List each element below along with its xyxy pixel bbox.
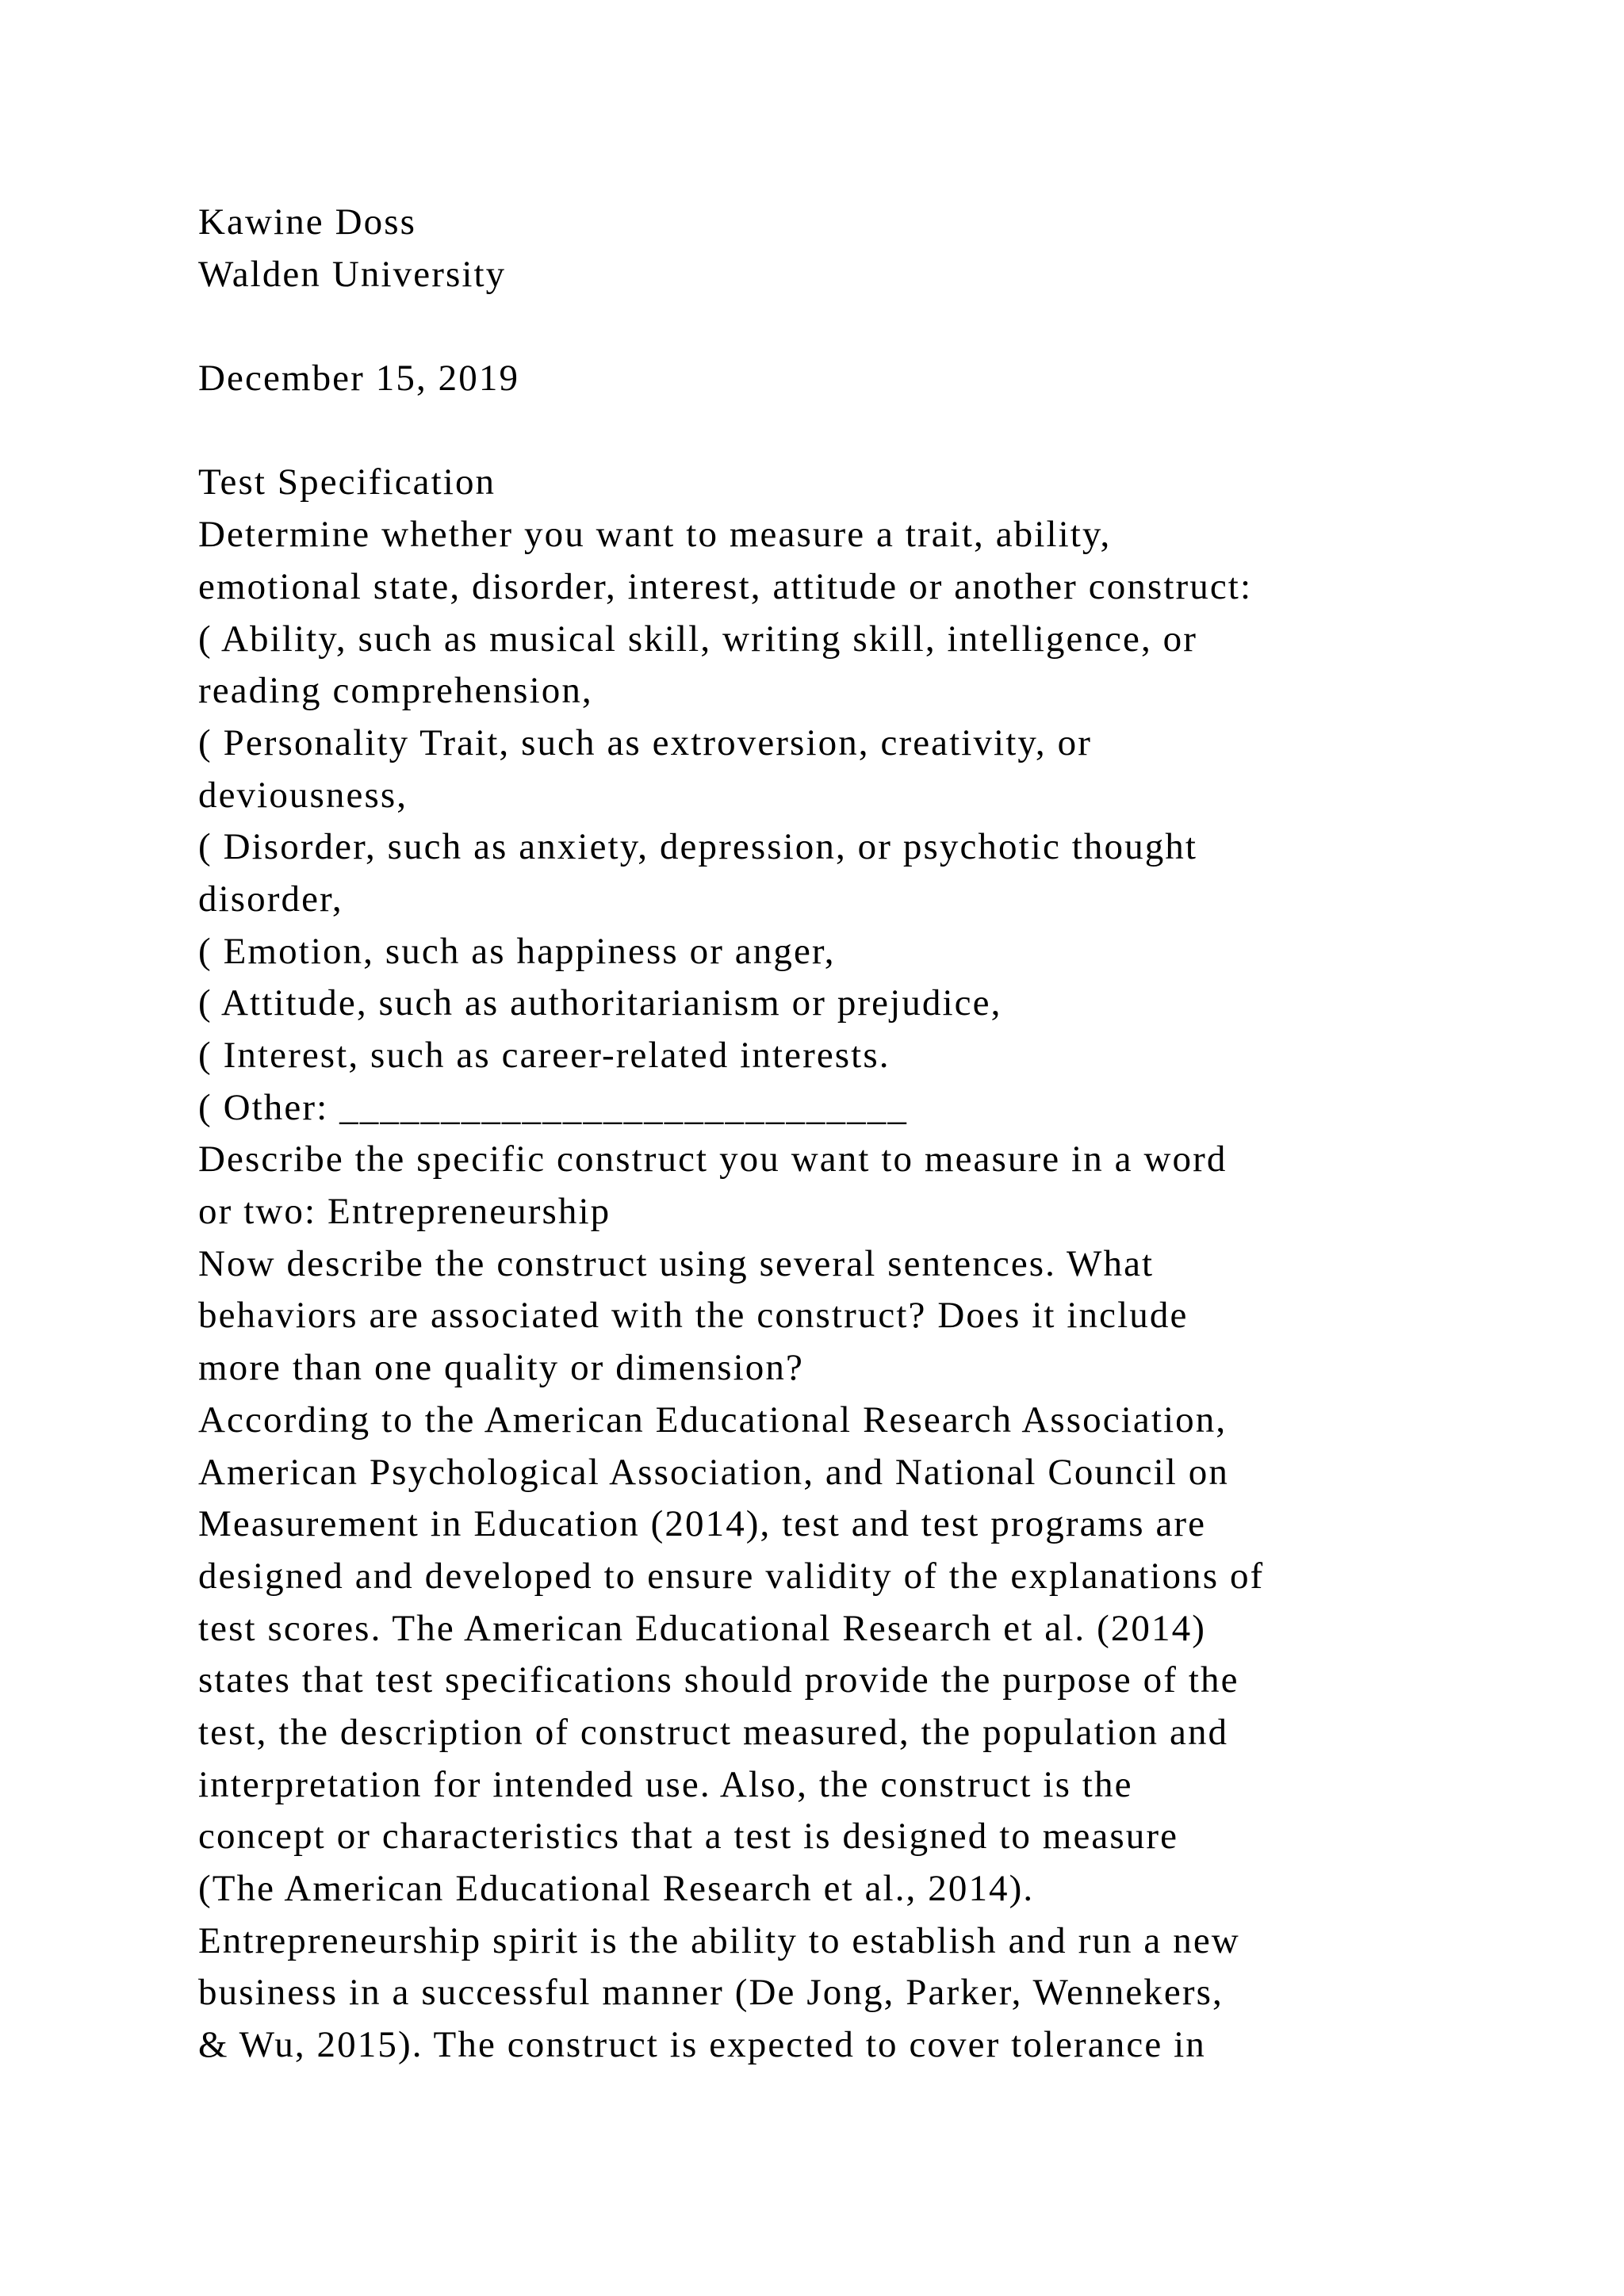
body-line: designed and developed to ensure validity of the explanations of: [198, 1555, 1265, 1597]
body-line: Describe the specific construct you want to measure in a word: [198, 1138, 1228, 1181]
body-line: behaviors are associated with the construct? Does it include: [198, 1295, 1189, 1337]
option-emotion: ( Emotion, such as happiness or anger,: [198, 930, 836, 972]
body-line: & Wu, 2015). The construct is expected to cover tolerance in: [198, 2024, 1206, 2066]
body-line: disorder,: [198, 878, 343, 920]
body-line: Now describe the construct using several sentences. What: [198, 1242, 1155, 1284]
body-line: Determine whether you want to measure a trait, ability,: [198, 514, 1112, 556]
body-line: emotional state, disorder, interest, attitude or another construct:: [198, 565, 1253, 607]
body-line: states that test specifications should provide the purpose of the: [198, 1659, 1239, 1701]
construct-answer: or two: Entrepreneurship: [198, 1191, 611, 1233]
document-title: Test Specification: [198, 461, 496, 503]
body-line: test scores. The American Educational Research et al. (2014): [198, 1607, 1206, 1649]
body-line: concept or characteristics that a test is designed to measure: [198, 1816, 1179, 1858]
body-line: Measurement in Education (2014), test and test programs are: [198, 1503, 1207, 1545]
option-ability: ( Ability, such as musical skill, writing skill, intelligence, or: [198, 618, 1198, 660]
document-date: December 15, 2019: [198, 358, 520, 400]
body-line: reading comprehension,: [198, 670, 593, 712]
body-line: test, the description of construct measured, the population and: [198, 1711, 1229, 1753]
body-line: American Psychological Association, and National Council on: [198, 1451, 1229, 1493]
blank-line: [198, 405, 1435, 457]
option-disorder: ( Disorder, such as anxiety, depression, or psychotic thought: [198, 826, 1198, 868]
body-line: Entrepreneurship spirit is the ability to establish and run a new: [198, 1919, 1240, 1961]
body-line: business in a successful manner (De Jong, Parker, Wennekers,: [198, 1972, 1224, 2014]
option-attitude: ( Attitude, such as authoritarianism or prejudice,: [198, 982, 1002, 1024]
document-body: [198, 197, 1435, 2072]
author-name: Kawine Doss: [198, 201, 417, 243]
option-personality-trait: ( Personality Trait, such as extroversion, creativity, or: [198, 721, 1092, 763]
option-other: ( Other: ____________________________: [198, 1086, 908, 1128]
body-line: According to the American Educational Research Association,: [198, 1399, 1228, 1441]
blank-line: [198, 300, 1435, 353]
body-line: deviousness,: [198, 774, 408, 816]
body-line: more than one quality or dimension?: [198, 1347, 804, 1389]
institution-name: Walden University: [198, 253, 507, 295]
body-line: interpretation for intended use. Also, the construct is the: [198, 1763, 1133, 1805]
option-interest: ( Interest, such as career-related interests.: [198, 1035, 891, 1076]
body-line: (The American Educational Research et al., 2014).: [198, 1868, 1035, 1909]
